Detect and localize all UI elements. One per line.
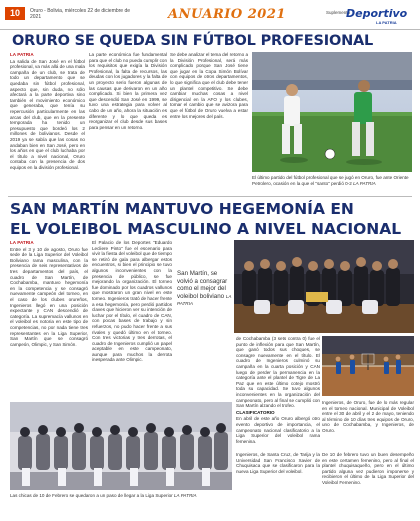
article1-column-2 bbox=[89, 52, 167, 194]
brand-sub: LA PATRIA bbox=[376, 20, 397, 25]
side-quote-credit: LA PATRIA bbox=[177, 293, 232, 307]
football-photo-svg bbox=[252, 52, 412, 172]
article2-side-quote bbox=[177, 270, 234, 308]
article2-column-6 bbox=[322, 452, 414, 518]
article2-col3-text2: En abril de este año Oruro albergó otro evento deportivo de importancia, el campeonato nacional clasificatorio a la Liga Superior del voleibol rama femenina. bbox=[236, 416, 320, 444]
article1-column-3 bbox=[170, 52, 248, 194]
side-quote-text: San Martín, se volvió a consagrar como el mejor del voleibol boliviano bbox=[177, 270, 228, 300]
brand-super: Suplemento bbox=[326, 10, 351, 15]
court-photo bbox=[322, 336, 414, 396]
dateline: Oruro - Bolivia, miércoles 22 de diciembre de 2021 bbox=[30, 8, 131, 20]
article2-col3-text: de Cochabamba (3 sets contra 0) fue el punto de inflexión para que San Martín, que ganó todos sus choques, se consagre nuevamente en el título. El cuadro de Ingenieros culminó su campaña en la cuarta posición y CAN luego de perder la permanencia en la categoría ante el plantel de Tigre de La Paz que en este último cotejo mostró toda su capacidad. Se tuvo algunos inconvenientes en la organización del campeonato, pero al final se cumplió con San Martín alzando el trofeo. bbox=[236, 336, 320, 409]
article2-col4-text: Ingenieros, de Oruro, fue de lo más regular en el torneo nacional. Municipal de Voleibol entre el 30 de abril y el 2 de mayo, teniendo al término de 10 días tres equipos de Oruro, uno de Cochabamba, y Ingenieros, de Oruro. bbox=[322, 400, 414, 433]
article2-column-5 bbox=[236, 452, 320, 518]
article2-column-3 bbox=[236, 336, 320, 448]
article2-lead: LA PATRIA bbox=[10, 240, 34, 245]
article2-caption-text: Las chicas de 10 de Febrero se quedaron a un paso de llegar a la Liga Superior bbox=[10, 493, 173, 498]
article1-caption-credit: LA PATRIA bbox=[353, 180, 376, 186]
article2-headline-line1: SAN MARTÍN MANTUVO HEGEMONÍA EN bbox=[10, 200, 354, 218]
team-photo bbox=[234, 240, 414, 333]
article2-col5-text: Ingenieros, de Santa Cruz, de Tarija y la Universidad San Francisco Xavier de Chuquisaca que se clasificaron para la nueva Liga Superior del voleibol. bbox=[236, 452, 320, 474]
article2-col6-text: De 10 de febrero tuvo un buen desempeño en este certamen femenino, pero al final el plantel chuquisaqueño, pero en el último partido alguna vez pudieron imponerse y recibieron el último de la Liga Superior del Voleibol Femenino. bbox=[322, 452, 414, 485]
page-number: 10 bbox=[5, 7, 25, 20]
womens-team-photo bbox=[10, 402, 232, 490]
page-header bbox=[0, 0, 420, 30]
article2-column-4 bbox=[322, 400, 414, 448]
article2-caption-credit: LA PATRIA bbox=[173, 493, 197, 498]
article2-column-2 bbox=[92, 240, 172, 400]
article1-lead: LA PATRIA bbox=[10, 52, 34, 57]
section-title: ANUARIO 2021 bbox=[168, 7, 286, 22]
article2-headline-line2: EL VOLEIBOL MASCULINO A NIVEL NACIONAL bbox=[10, 220, 402, 238]
team-photo-svg bbox=[234, 240, 414, 333]
article2-col1-text: Entre el 3 y 10 de agosto, Oruro fue sede de la Liga Superior del Voleibol Boliviano rama masculina, con la presencia de seis representativos de tres departamentos del país, el cuadro de San Martín, de Cochabamba, mantuvo hegemonía en la competencia y se consagró nuevamente campeón del torneo, en el caso de los clubes orureños, Ingenieros llegó en una posición expectante y CAN descendió de categoría. La supremacía vallunos en el voleibol es notoria en este tipo de competencias, no por nada tiene tres representantes en la Liga Superior, San Martín que se consagró campeón, Olimpic, y San Simón. bbox=[10, 246, 88, 347]
article1-headline: ORURO SE QUEDA SIN FÚTBOL PROFESIONAL bbox=[12, 33, 374, 49]
article1-col1-text: La salida de San José en el fútbol profesional, va más allá de una mala campaña de un club, se trata de todo un departamento que se quedaba sin fútbol profesional, aspecto que, sin duda, no sólo afectará a la parte deportiva sino también el movimiento económico que generaba, que tenía su repercusión particularmente en las arcas del club, que en la presente temporada ha tenido un presupuesto que bordeó los 2 millones de bolivianos. Desde el 2019 ya se sabía que las cosas no andaban bien en San José, pero en los años en que el club luchaba por el título a nivel nacional, Oruro contaba con la presencia de dos equipos en la división profesional. bbox=[10, 58, 85, 170]
football-match-photo bbox=[252, 52, 412, 172]
article1-col3-text: Se debe analizar el tema del retorno a la División Profesional, será más complicado porque San José tiene que jugar en la Copa Simón Bolívar con equipos de otros departamentos, lo que significa que el club debe tener un plantel competitivo. Se debe cambiar muchas cosas a nivel dirigencial en la AFO y los clubes, tomar el cambio que se avizora para que el fútbol de Oruro vuelva a estar entre los mejores del país. bbox=[170, 52, 248, 119]
court-photo-svg bbox=[322, 336, 414, 396]
womens-team-photo-svg bbox=[10, 402, 232, 490]
article1-column-1 bbox=[10, 52, 85, 194]
section-divider bbox=[8, 196, 412, 197]
article1-caption-text: El último partido del fútbol profesional que se jugó en Oruro, fue ante Oriente Petrolero, ocasión en la que el "santo" perdió 0-2 bbox=[252, 175, 409, 186]
article2-col2-text: El Palacio de los Deportes "Eduardo Lecliere Pinto" fue el escenario para vivir la fiesta del voleibol que de tiempo se retiró de gala para albergar estos encuentros, si bien el principio se tuvo algunos inconvenientes con la presencia de público, se fue mejorando la organización. El torneo fue dominado por los cuadros vallunos que mostraron un gran nivel en este torneo. Ingenieros trató de hacer frente a esa hegemonía, pero perdió partidos claves que hicieron ver su intención de luchar por el título, el cuadro de CAN, con pocas bases de trabajo y sin refuerzos, no pudo hacer frente a sus rivales y quedó último en el torneo. Con tres victorias y tres derrotas, el cuadro de Ingenieros cumplió un papel aceptable en este campeonato, aunque para muchos la derrota inesperada ante Olimpic. bbox=[92, 240, 172, 363]
article1-photo-caption bbox=[252, 175, 412, 186]
article1-col2-text: La parte económica fue fundamental para que el club no pueda cumplir con los requisitos que exigía la División Profesional, la falta de recursos, las deudas con los jugadores y la falta de un proyecto serio fueron algunas de las causas que derivaron en un año complicado. Si bien la primera vez que descendió San José en 1999, se tuvo una estrategia para volver al cabo de un año, ahora la situación es diferente y lo que queda es reorganizar el club desde sus bases para pensar en un retorno. bbox=[89, 52, 167, 130]
article2-column-1 bbox=[10, 240, 88, 400]
brand-name: Deportivo bbox=[346, 7, 408, 20]
article2-photo-caption bbox=[10, 493, 234, 499]
article2-subhead: CLASIFICATORIO bbox=[236, 409, 275, 415]
brand-logo bbox=[326, 6, 412, 26]
